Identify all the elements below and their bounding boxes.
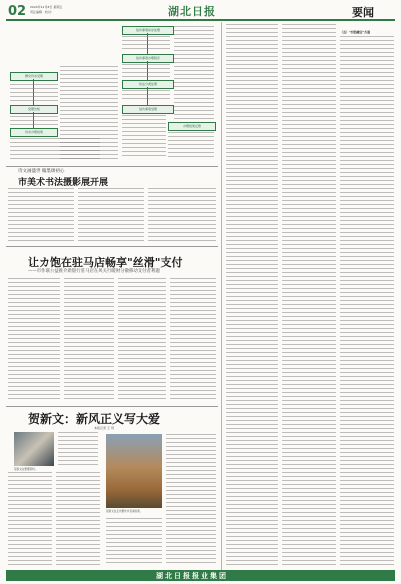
flowchart-text — [10, 116, 58, 126]
article-body — [148, 188, 216, 244]
main-article — [224, 22, 396, 570]
flow-box-3: 群众诉求受理 — [10, 72, 58, 81]
article-body — [118, 278, 166, 402]
article-body — [64, 278, 114, 402]
article-exhibition — [6, 168, 218, 244]
article-body — [170, 278, 216, 402]
flow-box-2: 信访事项办理程序 — [122, 54, 174, 63]
date-line: 2024年11月8日 星期五 — [30, 5, 63, 9]
divider — [6, 246, 218, 247]
flow-box-8: 办理结果反馈 — [168, 122, 216, 131]
photo-caption: 贺新文在整理资料。 — [14, 468, 38, 471]
flow-box-4: 依法分类处理 — [122, 80, 174, 89]
column-rule — [221, 22, 222, 570]
article-subheadline: ——市作联公益推介新银行驻马店在风关行暖财分散移动支付者利题 — [28, 269, 160, 274]
divider — [6, 406, 218, 407]
flowchart-text — [122, 36, 170, 52]
article-body — [8, 278, 60, 402]
article-kicker: 诗文画盛世 翰墨颂初心 — [18, 169, 65, 174]
page-number: 02 — [8, 4, 27, 19]
newspaper-logo: 湖北日报 — [168, 5, 216, 18]
profile-photo — [14, 432, 54, 466]
field-photo — [106, 434, 162, 508]
flowchart-text — [174, 26, 214, 120]
article-body — [282, 24, 336, 568]
article-body — [340, 36, 394, 568]
article-body — [166, 434, 216, 566]
header-rule — [6, 19, 395, 21]
article-body — [8, 188, 74, 244]
article-payment — [6, 248, 218, 404]
section-title: 要闻 — [352, 6, 374, 19]
flow-box-5: 受理告知 — [10, 105, 58, 114]
footer-ad-text: 湖北日报报业集团 — [156, 571, 228, 580]
article-body — [78, 188, 144, 244]
photo-caption: 贺新文在走访群众中宣讲政策。 — [106, 510, 143, 513]
flowchart-text — [60, 66, 118, 160]
footer-band — [6, 570, 395, 581]
article-body — [8, 472, 52, 566]
article-profile — [6, 408, 218, 568]
article-headline: 贺新文：新风正义写大爱 — [28, 412, 161, 426]
flowchart-text — [122, 115, 166, 159]
flowchart — [6, 22, 218, 164]
article-body — [56, 472, 100, 566]
article-headline: 让カ饱在驻马店畅享"丝滑"支付 — [28, 256, 183, 269]
flowchart-text — [122, 90, 170, 102]
flowchart-text — [168, 132, 214, 160]
flow-box-1: 信访事项初步处理 — [122, 26, 174, 35]
flow-box-7: 诉求办理结果 — [10, 128, 58, 137]
flow-box-6: 信访事项受理 — [122, 105, 174, 114]
article-body — [106, 518, 162, 566]
divider — [6, 166, 218, 167]
section-heading: （五）"四治融合"方面 — [340, 30, 371, 34]
article-body — [226, 24, 278, 568]
masthead — [0, 0, 401, 22]
flowchart-text — [10, 84, 58, 102]
article-headline: 市美术书法摄影展开展 — [18, 178, 109, 188]
article-byline: 本报记者 王 玥 — [94, 426, 114, 430]
article-body — [58, 432, 98, 468]
editor-line: 责任编辑 · 校对： — [30, 10, 54, 14]
flowchart-text — [122, 64, 170, 78]
